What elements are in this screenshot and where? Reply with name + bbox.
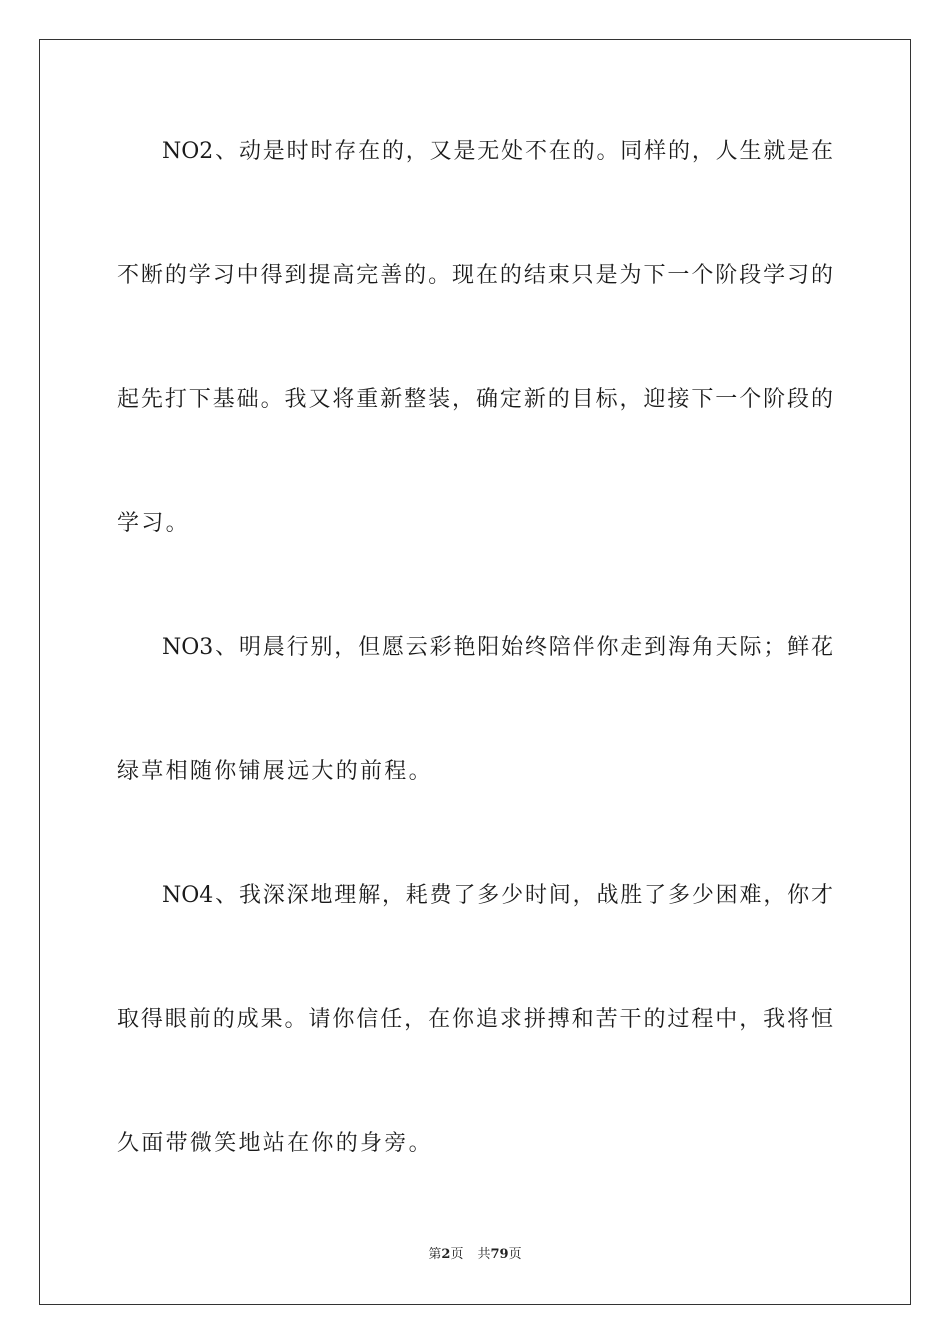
page-suffix: 页	[450, 1247, 464, 1262]
total-prefix: 共	[477, 1247, 491, 1262]
page-border	[39, 39, 911, 1305]
paragraph-line: NO3、明晨行别，但愿云彩艳阳始终陪伴你走到海角天际；鲜花	[162, 635, 833, 660]
paragraph-line: 不断的学习中得到提高完善的。现在的结束只是为下一个阶段学习的	[117, 263, 833, 288]
total-pages: 79	[490, 1247, 509, 1262]
paragraph-line: 起先打下基础。我又将重新整装，确定新的目标，迎接下一个阶段的	[117, 387, 833, 412]
page-number: 2	[441, 1247, 451, 1262]
paragraph-line: 学习。	[117, 511, 190, 536]
paragraph-line: NO2、动是时时存在的，又是无处不在的。同样的，人生就是在	[162, 139, 833, 164]
paragraph-line: 久面带微笑地站在你的身旁。	[117, 1131, 433, 1156]
paragraph-line: NO4、我深深地理解，耗费了多少时间，战胜了多少困难，你才	[162, 883, 833, 908]
paragraph-line: 绿草相随你铺展远大的前程。	[117, 759, 433, 784]
page-footer	[0, 1246, 950, 1264]
page-prefix: 第	[428, 1247, 442, 1262]
paragraph-line: 取得眼前的成果。请你信任，在你追求拼搏和苦干的过程中，我将恒	[117, 1007, 833, 1032]
total-suffix: 页	[508, 1247, 522, 1262]
